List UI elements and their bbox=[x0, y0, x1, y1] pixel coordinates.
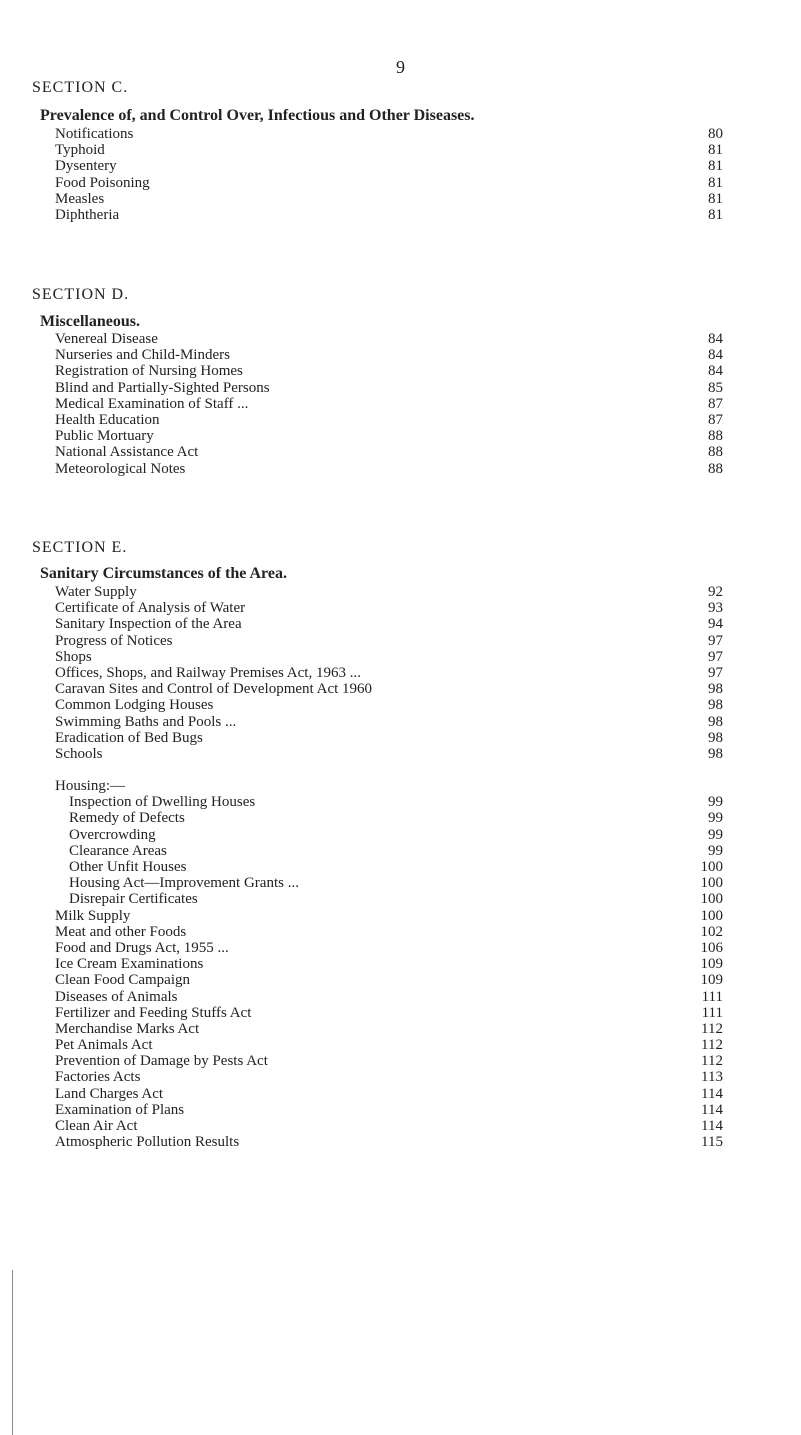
toc-entry bbox=[55, 875, 723, 891]
toc-entry bbox=[55, 1037, 723, 1053]
entry-title: Eradication of Bed Bugs bbox=[55, 729, 203, 746]
entry-title: Typhoid bbox=[55, 142, 105, 159]
entry-title: Medical Examination of Staff ... bbox=[55, 395, 249, 412]
toc-entry bbox=[55, 207, 723, 223]
entry-title: Progress of Notices bbox=[55, 632, 173, 649]
entry-title: Land Charges Act bbox=[55, 1085, 164, 1102]
toc-entry bbox=[55, 175, 723, 191]
entry-title: Registration of Nursing Homes bbox=[55, 363, 243, 380]
entry-page: 109 bbox=[700, 956, 723, 973]
entry-page: 115 bbox=[701, 1134, 723, 1151]
toc-entry bbox=[55, 444, 723, 460]
toc-entry bbox=[55, 126, 723, 142]
toc-entry bbox=[55, 843, 723, 859]
entry-title: Factories Acts bbox=[55, 1069, 141, 1086]
toc-entry bbox=[55, 1118, 723, 1134]
entry-page: 81 bbox=[708, 190, 723, 207]
toc-entry bbox=[55, 600, 723, 616]
entry-title: Schools bbox=[55, 745, 103, 762]
entry-page: 81 bbox=[708, 158, 723, 175]
entry-page: 111 bbox=[701, 988, 723, 1005]
entry-title: Blind and Partially-Sighted Persons bbox=[55, 379, 270, 396]
entry-title: Meat and other Foods bbox=[55, 923, 187, 940]
entry-page: 99 bbox=[708, 842, 723, 859]
entry-page: 87 bbox=[708, 411, 723, 428]
toc-entry bbox=[55, 989, 723, 1005]
entry-page: 92 bbox=[708, 584, 723, 600]
entry-page: 84 bbox=[708, 331, 723, 347]
toc-entry bbox=[55, 584, 723, 600]
entry-title: Clean Air Act bbox=[55, 1118, 138, 1134]
toc-entry bbox=[55, 891, 723, 907]
entry-title: Clean Food Campaign bbox=[55, 972, 190, 989]
entry-title: Milk Supply bbox=[55, 907, 131, 924]
housing-label: Housing:— bbox=[55, 778, 126, 795]
entry-page: 81 bbox=[708, 142, 723, 159]
entry-title: Venereal Disease bbox=[55, 331, 158, 347]
page-number: 9 bbox=[396, 57, 405, 77]
entry-title: Nurseries and Child-Minders bbox=[55, 347, 230, 364]
toc-entry bbox=[55, 380, 723, 396]
entry-page: 100 bbox=[700, 907, 723, 924]
entry-title: Notifications bbox=[55, 126, 134, 142]
toc-entry bbox=[55, 924, 723, 940]
entry-title: Pet Animals Act bbox=[55, 1037, 153, 1054]
entry-title: Common Lodging Houses bbox=[55, 697, 214, 714]
toc-entry bbox=[55, 1021, 723, 1037]
entry-title: National Assistance Act bbox=[55, 444, 199, 461]
entry-title: Sanitary Inspection of the Area bbox=[55, 616, 242, 633]
entry-title: Shops bbox=[55, 648, 92, 665]
entry-page: 97 bbox=[708, 648, 723, 665]
toc-entry bbox=[55, 1069, 723, 1085]
entry-page: 94 bbox=[708, 616, 723, 633]
entry-title: Food Poisoning bbox=[55, 174, 150, 191]
toc-entry bbox=[55, 363, 723, 379]
toc-entry bbox=[55, 347, 723, 363]
entry-page: 97 bbox=[708, 664, 723, 681]
entry-page: 88 bbox=[708, 460, 723, 477]
section-d-heading: Miscellaneous. bbox=[40, 313, 140, 330]
toc-entry bbox=[55, 827, 723, 843]
entry-title: Ice Cream Examinations bbox=[55, 956, 204, 973]
entry-page: 81 bbox=[708, 174, 723, 191]
section-e-heading: Sanitary Circumstances of the Area. bbox=[40, 565, 287, 582]
entry-title: Measles bbox=[55, 190, 105, 207]
toc-entry bbox=[55, 908, 723, 924]
toc-entry bbox=[55, 461, 723, 477]
toc-entry bbox=[55, 681, 723, 697]
toc-entry bbox=[55, 956, 723, 972]
entry-page: 99 bbox=[708, 810, 723, 827]
entry-page: 112 bbox=[701, 1037, 723, 1054]
entry-title: Meteorological Notes bbox=[55, 460, 186, 477]
toc-entry bbox=[55, 142, 723, 158]
entry-page: 98 bbox=[708, 729, 723, 746]
toc-entry bbox=[55, 191, 723, 207]
toc-entry bbox=[55, 714, 723, 730]
toc-entry bbox=[55, 158, 723, 174]
entry-page: 88 bbox=[708, 444, 723, 461]
entry-page: 114 bbox=[701, 1118, 723, 1134]
entry-title: Atmospheric Pollution Results bbox=[55, 1134, 240, 1151]
entry-title: Certificate of Analysis of Water bbox=[55, 600, 246, 617]
entry-page: 85 bbox=[708, 379, 723, 396]
toc-entry bbox=[55, 1134, 723, 1150]
toc-entry bbox=[55, 697, 723, 713]
toc-entry bbox=[55, 412, 723, 428]
toc-entry bbox=[55, 730, 723, 746]
entry-title: Water Supply bbox=[55, 584, 137, 600]
entry-page: 88 bbox=[708, 428, 723, 445]
entry-title: Housing Act—Improvement Grants ... bbox=[69, 875, 299, 892]
toc-entry bbox=[55, 794, 723, 810]
entry-page: 84 bbox=[708, 363, 723, 380]
toc-entry bbox=[55, 1005, 723, 1021]
entry-page: 106 bbox=[700, 939, 723, 956]
entry-title: Offices, Shops, and Railway Premises Act, 1963 ... bbox=[55, 664, 361, 681]
toc-entry bbox=[55, 396, 723, 412]
entry-page: 81 bbox=[708, 206, 723, 223]
entry-title: Public Mortuary bbox=[55, 428, 154, 445]
section-c-label: SECTION C. bbox=[32, 79, 129, 96]
entry-page: 98 bbox=[708, 713, 723, 730]
page-margin-line bbox=[12, 1270, 13, 1435]
entry-page: 80 bbox=[708, 126, 723, 142]
entry-page: 93 bbox=[708, 600, 723, 617]
entry-title: Disrepair Certificates bbox=[69, 891, 198, 908]
section-c-list bbox=[55, 126, 723, 223]
toc-entry bbox=[55, 665, 723, 681]
toc-entry bbox=[55, 1102, 723, 1118]
entry-page: 100 bbox=[700, 859, 723, 875]
section-e-label: SECTION E. bbox=[32, 539, 128, 556]
entry-title: Health Education bbox=[55, 411, 160, 428]
housing-subheading bbox=[55, 778, 723, 794]
entry-page: 102 bbox=[700, 923, 723, 940]
entry-page: 98 bbox=[708, 697, 723, 714]
entry-title: Remedy of Defects bbox=[69, 810, 185, 827]
toc-entry bbox=[55, 810, 723, 826]
entry-title: Overcrowding bbox=[69, 826, 156, 843]
entry-title: Food and Drugs Act, 1955 ... bbox=[55, 939, 229, 956]
toc-entry bbox=[55, 428, 723, 444]
entry-title: Swimming Baths and Pools ... bbox=[55, 713, 237, 730]
entry-page: 98 bbox=[708, 681, 723, 698]
entry-page: 111 bbox=[701, 1004, 723, 1021]
entry-title: Dysentery bbox=[55, 158, 117, 175]
entry-page: 100 bbox=[700, 891, 723, 908]
section-d-label: SECTION D. bbox=[32, 286, 130, 303]
toc-entry bbox=[55, 972, 723, 988]
entry-title: Inspection of Dwelling Houses bbox=[69, 794, 256, 811]
entry-page: 84 bbox=[708, 347, 723, 364]
entry-page: 100 bbox=[700, 875, 723, 892]
toc-entry bbox=[55, 746, 723, 762]
entry-page: 99 bbox=[708, 794, 723, 811]
entry-page: 112 bbox=[701, 1053, 723, 1070]
section-c-heading: Prevalence of, and Control Over, Infectious and Other Diseases. bbox=[40, 107, 475, 124]
toc-entry bbox=[55, 1053, 723, 1069]
toc-entry bbox=[55, 633, 723, 649]
toc-entry bbox=[55, 859, 723, 875]
entry-page: 112 bbox=[701, 1020, 723, 1037]
toc-entry bbox=[55, 616, 723, 632]
entry-page: 97 bbox=[708, 632, 723, 649]
entry-page: 87 bbox=[708, 395, 723, 412]
entry-page: 114 bbox=[701, 1101, 723, 1118]
entry-title: Diseases of Animals bbox=[55, 988, 178, 1005]
entry-title: Diphtheria bbox=[55, 206, 120, 223]
entry-title: Merchandise Marks Act bbox=[55, 1020, 200, 1037]
entry-page: 113 bbox=[701, 1069, 723, 1086]
section-d-list bbox=[55, 331, 723, 477]
section-e-list bbox=[55, 584, 723, 1150]
entry-title: Prevention of Damage by Pests Act bbox=[55, 1053, 268, 1070]
toc-entry bbox=[55, 331, 723, 347]
entry-title: Examination of Plans bbox=[55, 1101, 185, 1118]
entry-title: Caravan Sites and Control of Development Act 1960 bbox=[55, 681, 373, 698]
entry-page: 114 bbox=[701, 1085, 723, 1102]
entry-page: 109 bbox=[700, 972, 723, 989]
entry-page: 98 bbox=[708, 745, 723, 762]
toc-entry bbox=[55, 1086, 723, 1102]
entry-title: Clearance Areas bbox=[69, 842, 167, 859]
entry-page: 99 bbox=[708, 826, 723, 843]
entry-title: Fertilizer and Feeding Stuffs Act bbox=[55, 1004, 252, 1021]
toc-entry bbox=[55, 649, 723, 665]
entry-title: Other Unfit Houses bbox=[69, 859, 187, 875]
toc-entry bbox=[55, 940, 723, 956]
